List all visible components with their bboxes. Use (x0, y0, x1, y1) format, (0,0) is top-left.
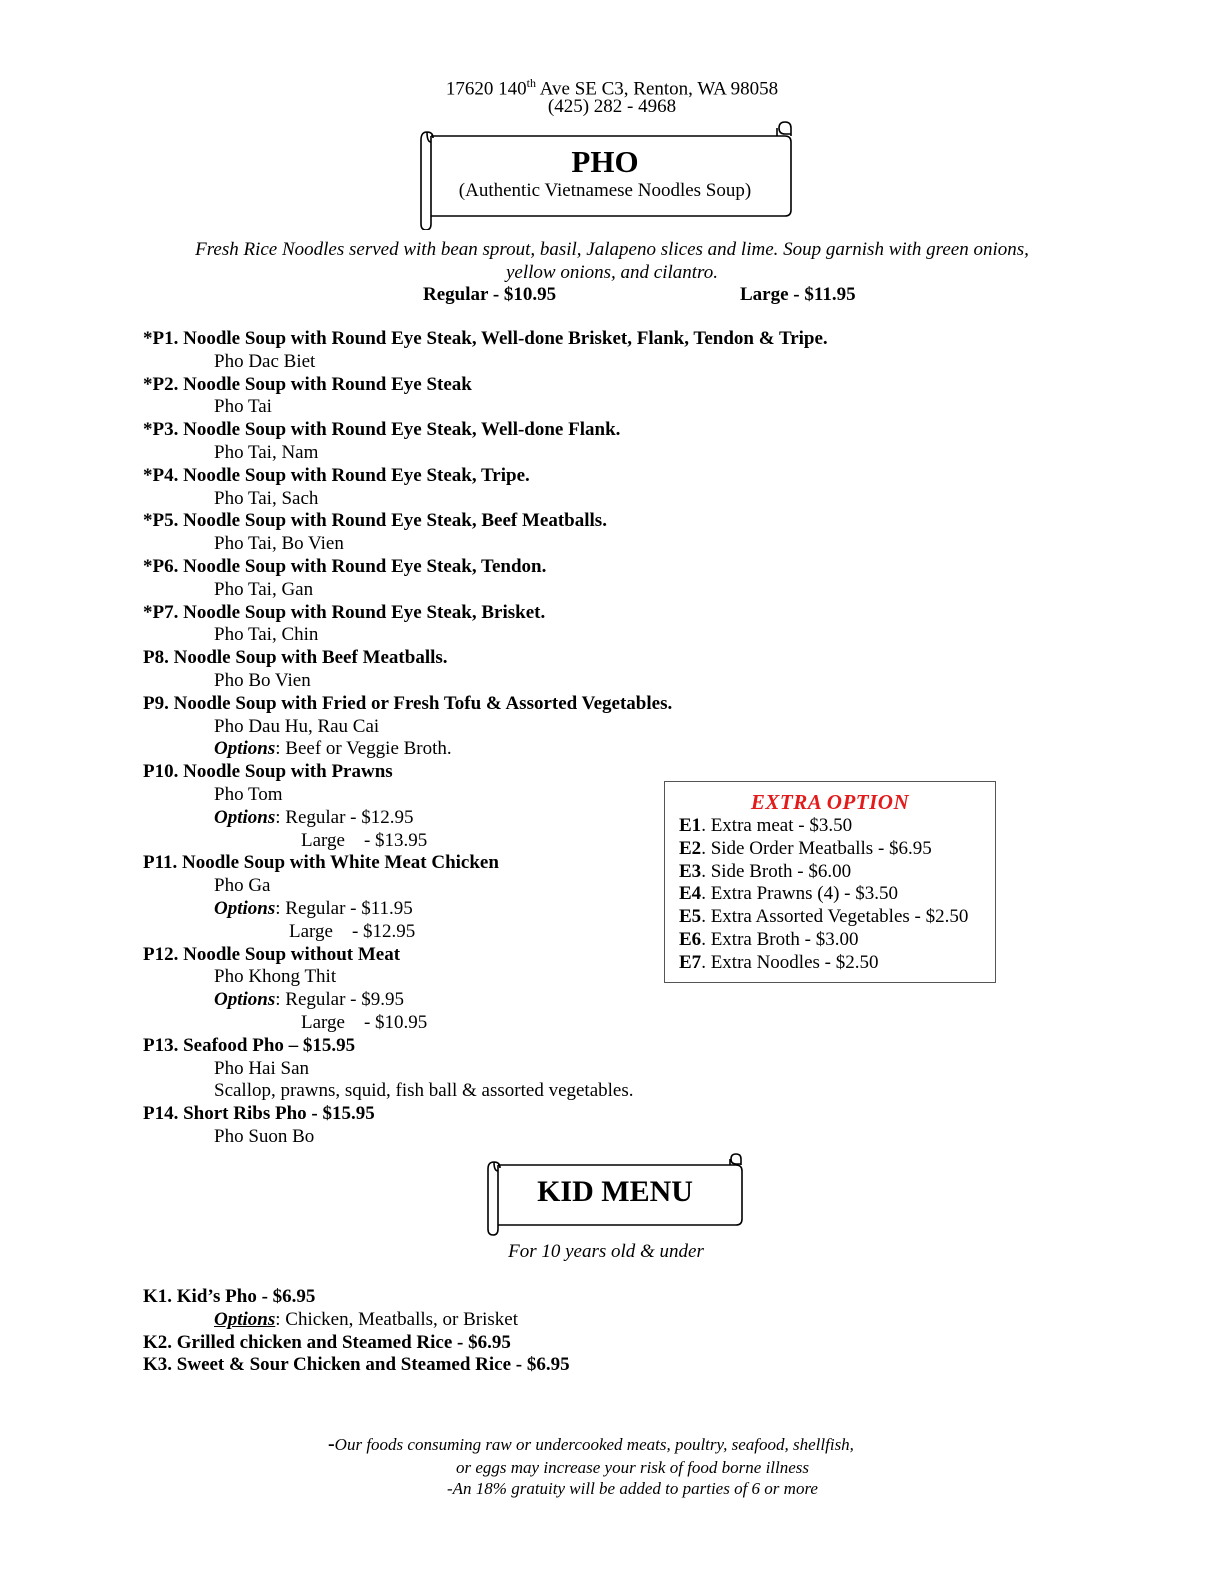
extra-option-text: . Extra Noodles - $2.50 (701, 951, 879, 973)
menu-item-title: *P2. Noodle Soup with Round Eye Steak (143, 373, 472, 395)
menu-item-description: Scallop, prawns, squid, fish ball & assorted vegetables. (214, 1080, 634, 1102)
kid-item-k1: K1. Kid’s Pho - $6.95 (143, 1286, 316, 1307)
address-sup: th (526, 76, 536, 90)
menu-item-title: *P7. Noodle Soup with Round Eye Steak, Brisket. (143, 601, 546, 623)
extra-option-code: E7 (679, 951, 702, 973)
kid-menu-list (143, 1286, 570, 1377)
extra-option-text: . Side Broth - $6.00 (701, 860, 852, 882)
menu-item-options (143, 738, 843, 761)
kid-menu-banner (486, 1153, 744, 1237)
menu-item-title: *P3. Noodle Soup with Round Eye Steak, Well-done Flank. (143, 419, 621, 441)
regular-price: Regular - $10.95 (423, 284, 557, 305)
menu-item-vietnamese-name: Pho Tai, Sach (214, 487, 319, 509)
pho-description-line1: Fresh Rice Noodles served with bean sprout, basil, Jalapeno slices and lime. Soup garnish with green onions, (195, 239, 1029, 260)
options-label: Options (214, 738, 276, 760)
options-text: : Beef or Veggie Broth. (275, 738, 452, 760)
options-text: : Regular - $12.95 (275, 806, 414, 828)
restaurant-phone: (425) 282 - 4968 (547, 96, 677, 117)
menu-item-options (143, 989, 843, 1012)
menu-item-title: P9. Noodle Soup with Fried or Fresh Tofu & Assorted Vegetables. (143, 692, 673, 714)
extra-option-text: . Side Order Meatballs - $6.95 (701, 837, 932, 859)
extra-option-item (665, 929, 995, 952)
options-text: : Regular - $9.95 (275, 989, 405, 1011)
menu-item-title: *P6. Noodle Soup with Round Eye Steak, Tendon. (143, 555, 547, 577)
menu-item-title: P12. Noodle Soup without Meat (143, 943, 401, 965)
extra-option-box (664, 781, 996, 983)
menu-item-vietnamese-name: Pho Tai, Gan (214, 578, 314, 600)
extra-option-item (665, 906, 995, 929)
kid-item-k3: K3. Sweet & Sour Chicken and Steamed Rice - $6.95 (143, 1354, 570, 1376)
menu-item-large-option: Large - $10.95 (301, 1011, 428, 1033)
menu-item-vietnamese-name: Pho Hai San (214, 1057, 309, 1079)
menu-item-vietnamese-name: Pho Ga (214, 875, 271, 897)
extra-option-text: . Extra Assorted Vegetables - $2.50 (701, 906, 969, 928)
menu-item-large-option: Large - $13.95 (301, 829, 428, 851)
extra-option-code: E4 (679, 883, 702, 905)
extra-option-text: . Extra Broth - $3.00 (701, 928, 859, 950)
menu-item-title: *P5. Noodle Soup with Round Eye Steak, Beef Meatballs. (143, 510, 607, 532)
menu-item-vietnamese-name: Pho Tom (214, 783, 283, 805)
options-text: : Regular - $11.95 (275, 897, 413, 919)
menu-item-vietnamese-name: Pho Suon Bo (214, 1125, 315, 1147)
menu-item-vietnamese-name: Pho Tai, Chin (214, 624, 319, 646)
pho-description-line2: yellow onions, and cilantro. (506, 262, 718, 283)
pho-title: PHO (571, 144, 639, 179)
menu-item-vietnamese-name: Pho Tai (214, 396, 272, 418)
extra-option-code: E1 (679, 815, 702, 836)
pho-banner (417, 118, 793, 230)
extra-option-item (665, 883, 995, 906)
extra-option-item (665, 838, 995, 861)
menu-item-vietnamese-name: Pho Bo Vien (214, 669, 311, 691)
options-label: Options (214, 897, 276, 919)
menu-item-vietnamese-name: Pho Tai, Bo Vien (214, 533, 344, 555)
food-warning-line2: or eggs may increase your risk of food borne illness (456, 1458, 810, 1477)
extra-option-item (665, 952, 995, 975)
kid-menu-title: KID MENU (537, 1175, 693, 1208)
pho-subtitle: (Authentic Vietnamese Noodles Soup) (458, 180, 752, 201)
large-price: Large - $11.95 (740, 284, 856, 305)
pho-menu-list (143, 328, 843, 1149)
address-street: Ave SE C3, Renton, WA 98058 (536, 78, 779, 100)
extra-option-code: E5 (679, 906, 702, 928)
options-label: Options (214, 806, 276, 828)
extra-option-code: E2 (679, 837, 702, 859)
food-warning-line1 (328, 1434, 854, 1455)
kid-item-k2: K2. Grilled chicken and Steamed Rice - $6.95 (143, 1331, 511, 1353)
menu-item-title: *P1. Noodle Soup with Round Eye Steak, Well-done Brisket, Flank, Tendon & Tripe. (143, 328, 828, 349)
extra-option-heading: EXTRA OPTION (750, 790, 910, 814)
extra-option-list (665, 815, 995, 975)
extra-option-item (665, 861, 995, 884)
menu-item-title: P8. Noodle Soup with Beef Meatballs. (143, 647, 448, 669)
extra-option-item (665, 815, 995, 838)
menu-item-large-option: Large - $12.95 (289, 920, 416, 942)
menu-item-vietnamese-name: Pho Tai, Nam (214, 441, 319, 463)
menu-item-title: P11. Noodle Soup with White Meat Chicken (143, 852, 499, 874)
address-number: 17620 140 (445, 78, 527, 100)
footer-line1-text: Our foods consuming raw or undercooked meats, poultry, seafood, shellfish, (334, 1435, 854, 1454)
extra-option-text: . Extra Prawns (4) - $3.50 (701, 883, 899, 905)
extra-option-code: E3 (679, 860, 702, 882)
options-label: Options (214, 989, 276, 1011)
gratuity-note: -An 18% gratuity will be added to parties of 6 or more (447, 1479, 818, 1498)
kid-menu-subtitle: For 10 years old & under (508, 1241, 704, 1262)
menu-item-title: P14. Short Ribs Pho - $15.95 (143, 1103, 375, 1125)
kid-item-k1-options (143, 1309, 570, 1332)
menu-item-title: *P4. Noodle Soup with Round Eye Steak, Tripe. (143, 464, 530, 486)
extra-option-text: . Extra meat - $3.50 (701, 815, 853, 836)
menu-item-vietnamese-name: Pho Dau Hu, Rau Cai (214, 715, 380, 737)
menu-item-title: P10. Noodle Soup with Prawns (143, 761, 393, 783)
extra-option-code: E6 (679, 928, 702, 950)
menu-item-vietnamese-name: Pho Dac Biet (214, 350, 316, 372)
options-text: : Chicken, Meatballs, or Brisket (275, 1308, 518, 1330)
options-label: Options (214, 1308, 276, 1330)
footer-dash: - (328, 1433, 335, 1455)
menu-item-title: P13. Seafood Pho – $15.95 (143, 1034, 356, 1056)
menu-item-vietnamese-name: Pho Khong Thit (214, 966, 337, 988)
